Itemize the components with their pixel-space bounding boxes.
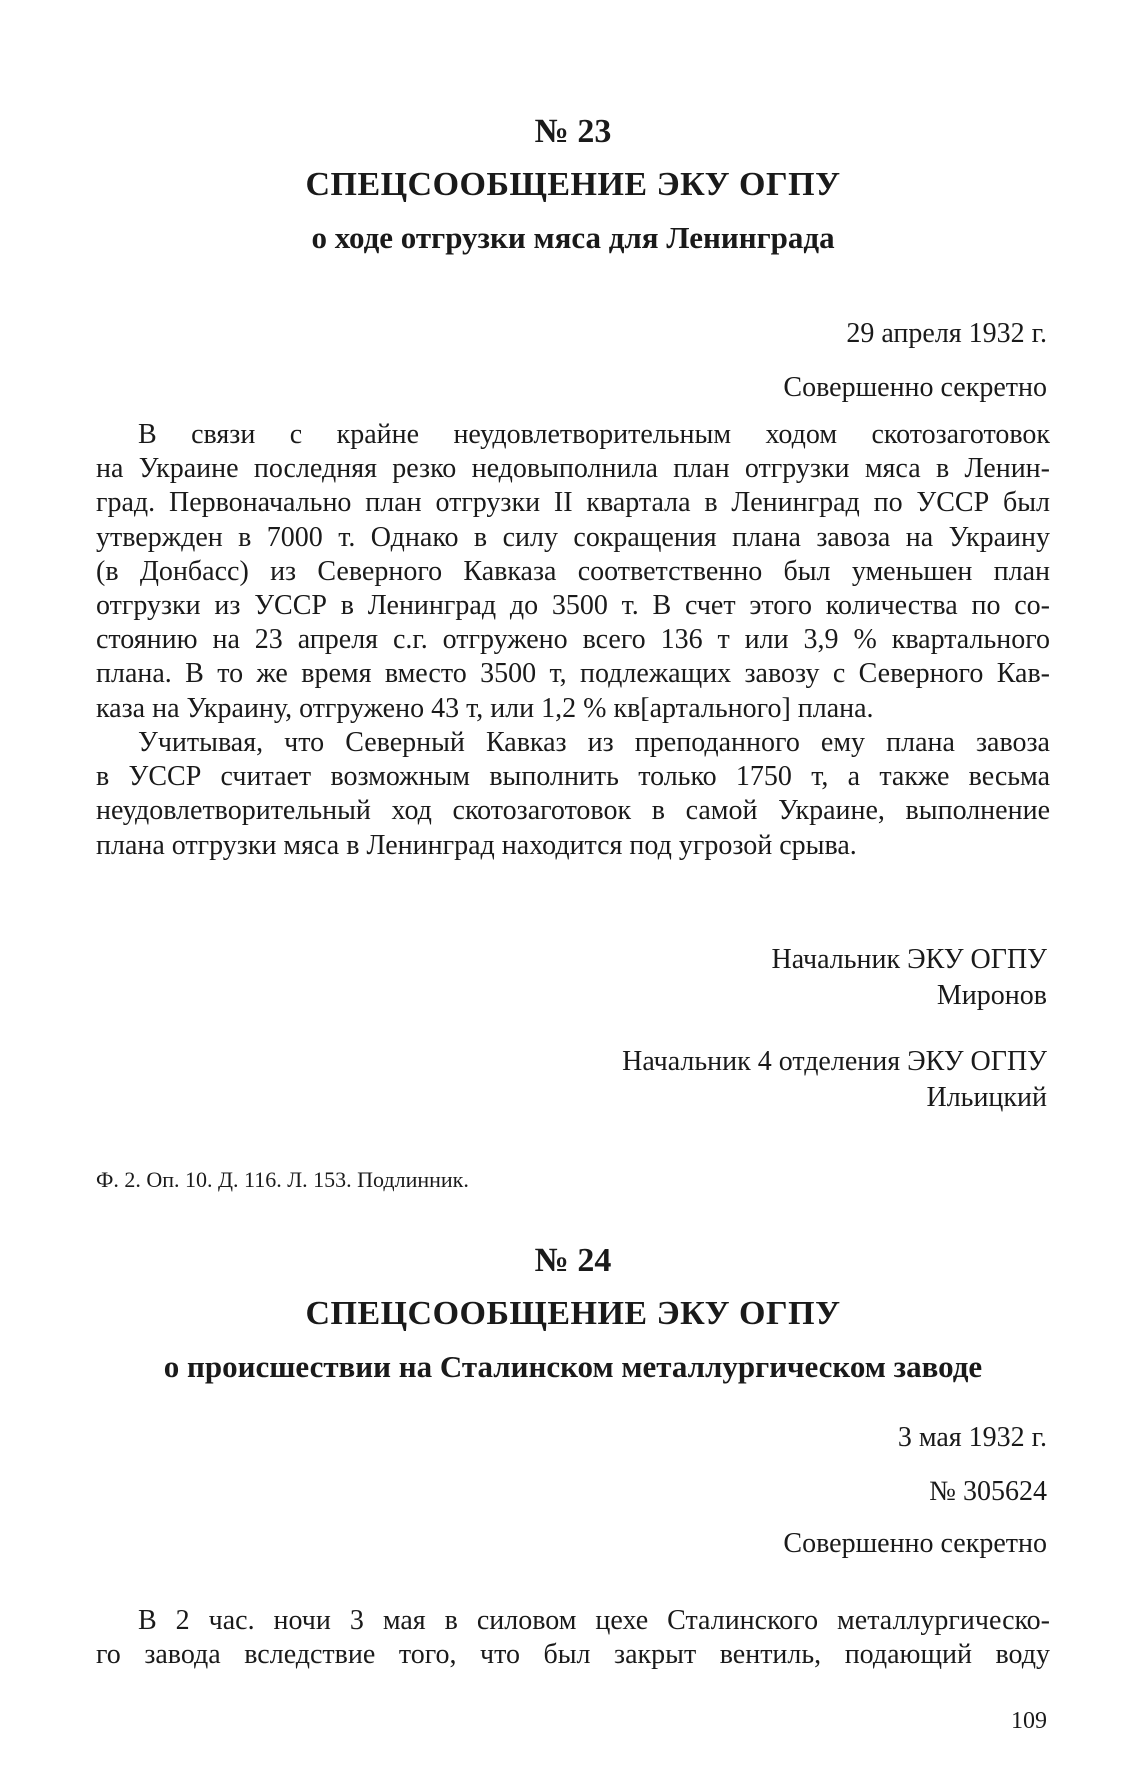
text-line: плана. В то же время вместо 3500 т, подлежащих завозу с Северного Кав-	[96, 658, 1050, 690]
doc23-subtitle: о ходе отгрузки мяса для Ленинграда	[311, 220, 835, 255]
text-line: град. Первоначально план отгрузки II квартала в Ленинград по УССР был	[96, 487, 1050, 519]
page-number: 109	[1011, 1708, 1047, 1734]
text-line: отгрузки из УССР в Ленинград до 3500 т. В счет этого количества по со-	[96, 590, 1050, 622]
doc24-paragraph-1	[96, 1604, 1050, 1672]
doc24-title: СПЕЦСООБЩЕНИЕ ЭКУ ОГПУ	[305, 1295, 841, 1332]
doc23-date: 29 апреля 1932 г.	[846, 318, 1047, 349]
doc23-signature2-name: Ильицкий	[926, 1082, 1047, 1113]
doc23-title: СПЕЦСООБЩЕНИЕ ЭКУ ОГПУ	[305, 166, 841, 203]
doc23-signature1-position: Начальник ЭКУ ОГПУ	[771, 944, 1047, 975]
text-line: на Украине последняя резко недовыполнила план отгрузки мяса в Ленин-	[96, 453, 1050, 485]
text-line: В связи с крайне неудовлетворительным ходом скотозаготовок	[138, 419, 1050, 450]
doc23-archive-reference: Ф. 2. Оп. 10. Д. 116. Л. 153. Подлинник.	[96, 1167, 469, 1192]
doc23-paragraph-2	[96, 726, 1050, 863]
text-line: В 2 час. ночи 3 мая в силовом цехе Сталинского металлургическо-	[138, 1605, 1050, 1636]
doc24-date: 3 мая 1932 г.	[897, 1422, 1047, 1453]
text-line: утвержден в 7000 т. Однако в силу сокращения плана завоза на Украину	[96, 521, 1050, 553]
doc23-classification: Совершенно секретно	[783, 372, 1047, 403]
doc24-subtitle: о происшествии на Сталинском металлургическом заводе	[163, 1349, 983, 1384]
doc24-doc-number: № 305624	[929, 1476, 1047, 1507]
doc24-number: № 24	[534, 1242, 612, 1279]
doc23-paragraph-1	[96, 418, 1050, 726]
text-line: (в Донбасс) из Северного Кавказа соответственно был уменьшен план	[96, 555, 1050, 587]
text-line: плана отгрузки мяса в Ленинград находится под угрозой срыва.	[96, 829, 857, 861]
text-line: Учитывая, что Северный Кавказ из преподанного ему плана завоза	[138, 727, 1050, 758]
text-line: неудовлетворительный ход скотозаготовок в самой Украине, выполнение	[96, 795, 1050, 827]
text-line: в УССР считает возможным выполнить только 1750 т, а также весьма	[96, 761, 1050, 793]
doc23-signature1-name: Миронов	[936, 980, 1047, 1011]
doc23-number: № 23	[534, 113, 612, 150]
doc23-signature2-position: Начальник 4 отделения ЭКУ ОГПУ	[622, 1046, 1047, 1077]
text-line: го завода вследствие того, что был закрыт вентиль, подающий воду	[96, 1639, 1050, 1671]
text-line: каза на Украину, отгружено 43 т, или 1,2 % кв[артального] плана.	[96, 692, 874, 724]
text-line: стоянию на 23 апреля с.г. отгружено всего 136 т или 3,9 % квартального	[96, 624, 1050, 656]
doc24-classification: Совершенно секретно	[783, 1528, 1047, 1559]
